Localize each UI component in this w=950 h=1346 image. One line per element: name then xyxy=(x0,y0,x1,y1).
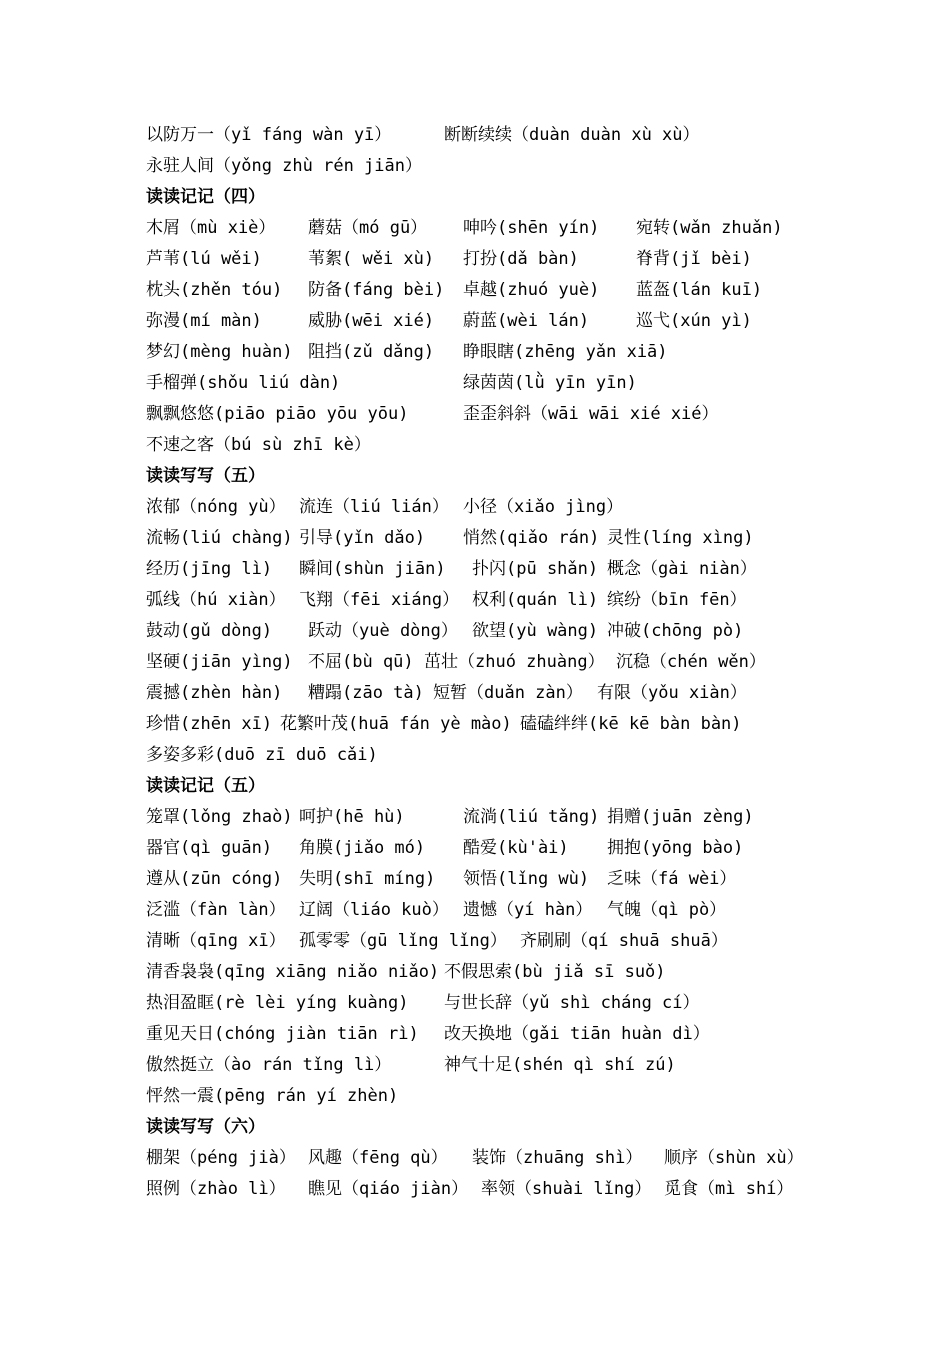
vocab-entry: 芦苇(lú wěi) xyxy=(146,249,262,269)
vocab-entry: 怦然一震(pēng rán yí zhèn) xyxy=(146,1086,399,1106)
vocab-entry: 梦幻(mèng huàn) xyxy=(146,342,293,362)
vocab-entry: 流畅(liú chàng) xyxy=(146,528,293,548)
vocab-entry: 茁壮（zhuó zhuàng） xyxy=(424,652,605,672)
vocab-entry: 流淌(liú tǎng) xyxy=(463,807,600,827)
vocab-row xyxy=(146,1050,846,1081)
vocab-entry: 领悟(lǐng wù) xyxy=(463,869,590,889)
vocab-entry: 孤零零（gū lǐng lǐng） xyxy=(299,931,507,951)
vocab-row xyxy=(146,647,846,678)
vocab-entry: 乏味（fá wèi） xyxy=(607,869,737,889)
vocab-entry: 睁眼瞎(zhēng yǎn xiā) xyxy=(463,342,668,362)
vocab-entry: 引导(yǐn dǎo) xyxy=(299,528,426,548)
vocab-entry: 飞翔（fēi xiáng） xyxy=(299,590,460,610)
vocab-row xyxy=(146,554,846,585)
vocab-entry: 震撼(zhèn hàn) xyxy=(146,683,283,703)
vocab-entry: 阻挡(zǔ dǎng) xyxy=(308,342,435,362)
vocab-entry: 多姿多彩(duō zī duō cǎi) xyxy=(146,745,378,765)
vocab-entry: 重见天日(chóng jiàn tiān rì) xyxy=(146,1024,419,1044)
vocab-entry: 器官(qì guān) xyxy=(146,838,273,858)
vocab-entry: 枕头(zhěn tóu) xyxy=(146,280,283,300)
section-heading: 读读写写（五） xyxy=(146,466,265,486)
vocab-entry: 苇絮( wěi xù) xyxy=(308,249,435,269)
vocab-entry: 永驻人间（yǒng zhù rén jiān） xyxy=(146,156,422,176)
vocab-entry: 坚硬(jiān yìng) xyxy=(146,652,293,672)
vocab-row xyxy=(146,492,846,523)
vocab-row xyxy=(146,802,846,833)
vocab-entry: 防备(fáng bèi) xyxy=(308,280,445,300)
vocab-row xyxy=(146,1174,846,1205)
vocab-entry: 手榴弹(shǒu liú dàn) xyxy=(146,373,341,393)
vocab-row xyxy=(146,864,846,895)
vocab-row xyxy=(146,740,846,771)
vocab-row xyxy=(146,585,846,616)
vocab-entry: 顺序（shùn xù） xyxy=(664,1148,804,1168)
vocab-entry: 卓越(zhuó yuè) xyxy=(463,280,600,300)
vocab-entry: 歪歪斜斜（wāi wāi xié xié） xyxy=(463,404,719,424)
vocab-entry: 不假思索(bù jiǎ sī suǒ) xyxy=(444,962,666,982)
vocab-entry: 磕磕绊绊(kē kē bàn bàn) xyxy=(520,714,742,734)
vocab-row xyxy=(146,430,846,461)
vocab-row xyxy=(146,275,846,306)
vocab-entry: 遗憾（yí hàn） xyxy=(463,900,593,920)
vocab-entry: 傲然挺立（ào rán tǐng lì） xyxy=(146,1055,392,1075)
vocabulary-page xyxy=(146,120,846,1205)
vocab-entry: 觅食（mì shí） xyxy=(664,1179,794,1199)
vocab-entry: 蔚蓝(wèi lán) xyxy=(463,311,590,331)
vocab-row xyxy=(146,926,846,957)
vocab-row xyxy=(146,306,846,337)
vocab-entry: 捐赠(juān zèng) xyxy=(607,807,754,827)
vocab-row xyxy=(146,709,846,740)
vocab-entry: 小径（xiǎo jìng） xyxy=(463,497,624,517)
vocab-entry: 泛滥（fàn làn） xyxy=(146,900,286,920)
vocab-row xyxy=(146,523,846,554)
vocab-entry: 失明(shī míng) xyxy=(299,869,436,889)
vocab-entry: 不速之客（bú sù zhī kè） xyxy=(146,435,371,455)
vocab-entry: 威胁(wēi xié) xyxy=(308,311,435,331)
vocab-row xyxy=(146,399,846,430)
vocab-entry: 打扮(dǎ bàn) xyxy=(463,249,579,269)
vocab-entry: 率领（shuài lǐng） xyxy=(481,1179,652,1199)
vocab-entry: 蘑菇（mó gū） xyxy=(308,218,428,238)
vocab-entry: 角膜(jiǎo mó) xyxy=(299,838,426,858)
section-heading: 读读记记（四） xyxy=(146,187,265,207)
vocab-entry: 瞧见（qiáo jiàn） xyxy=(308,1179,469,1199)
vocab-entry: 灵性(líng xìng) xyxy=(607,528,754,548)
vocab-entry: 改天换地（gǎi tiān huàn dì） xyxy=(444,1024,710,1044)
vocab-entry: 清晰（qīng xī） xyxy=(146,931,286,951)
vocab-entry: 木屑（mù xiè） xyxy=(146,218,276,238)
vocab-entry: 流连（liú lián） xyxy=(299,497,449,517)
vocab-entry: 绿茵茵(lǜ yīn yīn) xyxy=(463,373,637,393)
vocab-entry: 冲破(chōng pò) xyxy=(607,621,744,641)
vocab-entry: 糟蹋(zāo tà) xyxy=(308,683,424,703)
vocab-row xyxy=(146,678,846,709)
vocab-entry: 瞬间(shùn jiān) xyxy=(299,559,446,579)
section-heading: 读读写写（六） xyxy=(146,1117,265,1137)
vocab-entry: 跃动（yuè dòng） xyxy=(308,621,458,641)
vocab-entry: 酷爱(kù'ài) xyxy=(463,838,569,858)
vocab-entry: 沉稳（chén wěn） xyxy=(616,652,766,672)
vocab-row xyxy=(146,244,846,275)
vocab-row xyxy=(146,616,846,647)
vocab-row xyxy=(146,151,846,182)
vocab-entry: 短暂（duǎn zàn） xyxy=(433,683,583,703)
vocab-entry: 概念（gài niàn） xyxy=(607,559,757,579)
vocab-entry: 辽阔（liáo kuò） xyxy=(299,900,449,920)
vocab-entry: 有限（yǒu xiàn） xyxy=(597,683,747,703)
vocab-row xyxy=(146,988,846,1019)
vocab-entry: 缤纷（bīn fēn） xyxy=(607,590,747,610)
vocab-entry: 神气十足(shén qì shí zú) xyxy=(444,1055,676,1075)
vocab-entry: 巡弋(xún yì) xyxy=(636,311,752,331)
vocab-entry: 拥抱(yōng bào) xyxy=(607,838,744,858)
vocab-row xyxy=(146,368,846,399)
vocab-entry: 弥漫(mí màn) xyxy=(146,311,262,331)
vocab-row xyxy=(146,120,846,151)
vocab-entry: 呻吟(shēn yín) xyxy=(463,218,600,238)
vocab-entry: 清香袅袅(qīng xiāng niǎo niǎo) xyxy=(146,962,440,982)
vocab-row xyxy=(146,1143,846,1174)
vocab-entry: 脊背(jǐ bèi) xyxy=(636,249,752,269)
vocab-row xyxy=(146,337,846,368)
vocab-entry: 权利(quán lì) xyxy=(472,590,599,610)
vocab-entry: 气魄（qì pò） xyxy=(607,900,727,920)
vocab-row xyxy=(146,1019,846,1050)
vocab-entry: 扑闪(pū shǎn) xyxy=(472,559,599,579)
vocab-entry: 风趣（fēng qù） xyxy=(308,1148,448,1168)
vocab-row xyxy=(146,895,846,926)
vocab-entry: 经历(jīng lì) xyxy=(146,559,273,579)
vocab-entry: 悄然(qiǎo rán) xyxy=(463,528,600,548)
vocab-entry: 遵从(zūn cóng) xyxy=(146,869,283,889)
vocab-entry: 浓郁（nóng yù） xyxy=(146,497,286,517)
vocab-row xyxy=(146,833,846,864)
vocab-entry: 飘飘悠悠(piāo piāo yōu yōu) xyxy=(146,404,409,424)
vocab-entry: 照例（zhào lì） xyxy=(146,1179,286,1199)
vocab-entry: 齐刷刷（qí shuā shuā） xyxy=(520,931,728,951)
vocab-row xyxy=(146,957,846,988)
vocab-entry: 笼罩(lǒng zhaò) xyxy=(146,807,293,827)
vocab-row xyxy=(146,213,846,244)
vocab-entry: 以防万一（yǐ fáng wàn yī） xyxy=(146,125,392,145)
vocab-entry: 珍惜(zhēn xī) xyxy=(146,714,273,734)
vocab-entry: 热泪盈眶(rè lèi yíng kuàng) xyxy=(146,993,409,1013)
vocab-entry: 欲望(yù wàng) xyxy=(472,621,599,641)
vocab-entry: 宛转(wǎn zhuǎn) xyxy=(636,218,783,238)
vocab-entry: 断断续续（duàn duàn xù xù） xyxy=(444,125,700,145)
vocab-entry: 弧线（hú xiàn） xyxy=(146,590,286,610)
vocab-row xyxy=(146,1081,846,1112)
vocab-entry: 与世长辞（yǔ shì cháng cí） xyxy=(444,993,700,1013)
vocab-entry: 花繁叶茂(huā fán yè mào) xyxy=(280,714,512,734)
vocab-entry: 棚架（péng jià） xyxy=(146,1148,296,1168)
vocab-entry: 呵护(hē hù) xyxy=(299,807,405,827)
vocab-entry: 蓝盔(lán kuī) xyxy=(636,280,763,300)
vocab-entry: 鼓动(gǔ dòng) xyxy=(146,621,273,641)
section-heading: 读读记记（五） xyxy=(146,776,265,796)
vocab-entry: 装饰（zhuāng shì） xyxy=(472,1148,643,1168)
vocab-entry: 不屈(bù qū) xyxy=(308,652,414,672)
